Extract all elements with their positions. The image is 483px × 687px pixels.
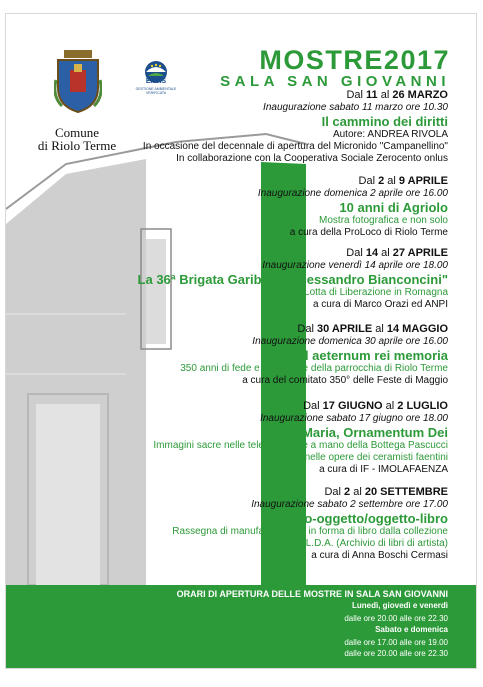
date-part: Dal — [324, 486, 345, 498]
exhibition-2 — [258, 175, 448, 239]
exhibition-subtitle: Mostra fotografica e non solo — [319, 215, 448, 226]
opening-hours-panel — [6, 585, 476, 668]
exhibition-title: Ave Maria, Ornamentum Dei — [275, 425, 448, 440]
date-part: Dal — [297, 323, 317, 335]
exhibition-inauguration: Inaugurazione venerdì 14 aprile ore 18.00 — [262, 260, 448, 271]
emas-sublabel: GESTIONE AMBIENTALE VERIFICATA — [135, 87, 177, 95]
exhibition-subtitle: e nelle opere dei ceramisti faentini — [296, 452, 448, 463]
exhibition-dates — [138, 247, 448, 260]
date-part: 14 — [365, 247, 379, 259]
exhibition-subtitle: Lotta di Liberazione in Romagna — [304, 287, 448, 298]
date-part: 2 LUGLIO — [397, 400, 448, 412]
emas-label: EMAS — [145, 78, 167, 85]
exhibition-info: a cura della ProLoco di Riolo Terme — [289, 227, 448, 238]
exhibition-dates — [180, 323, 448, 336]
exhibition-subtitle: 350 anni di fede e devozione della parrocchia di Riolo Terme — [180, 363, 448, 374]
date-part: Dal — [346, 247, 366, 259]
date-part: 20 SETTEMBRE — [364, 486, 448, 498]
exhibition-title: Ad aeternum rei memoria — [291, 348, 448, 363]
poster-title: MOSTRE2017 — [259, 45, 450, 75]
date-part: 11 — [366, 89, 378, 101]
exhibition-title: Libro-oggetto/oggetto-libro — [279, 511, 448, 526]
exhibition-info: Autore: ANDREA RIVOLA — [332, 129, 448, 140]
exhibition-5 — [153, 400, 448, 476]
date-part: 9 APRILE — [398, 175, 448, 187]
opening-time: dalle ore 17.00 alle ore 19.00 — [344, 638, 448, 647]
poster — [6, 14, 476, 668]
exhibition-6 — [172, 486, 448, 562]
date-part: Dal — [303, 400, 323, 412]
exhibition-dates — [153, 400, 448, 413]
exhibition-subtitle: Immagini sacre nelle tele stampate a mano della Bottega Pascucci — [153, 440, 448, 451]
date-part: 2 — [378, 175, 385, 187]
exhibition-title: Il cammino dei diritti — [321, 114, 448, 129]
exhibition-inauguration: Inaugurazione sabato 11 marzo ore 10.30 — [263, 102, 448, 113]
exhibition-inauguration: Inaugurazione domenica 2 aprile ore 16.00 — [257, 188, 448, 199]
date-part: 14 MAGGIO — [386, 323, 448, 335]
exhibition-info: In occasione del decennale di apertura del Micronido "Campanellino" — [142, 141, 448, 152]
exhibition-info: In collaborazione con la Cooperativa Sociale Zerocento onlus — [176, 153, 448, 164]
opening-days: Sabato e domenica — [375, 625, 448, 634]
exhibition-inauguration: Inaugurazione sabato 2 settembre ore 17.00 — [251, 499, 448, 510]
opening-time: dalle ore 20.00 alle ore 22.30 — [344, 614, 448, 623]
exhibition-dates — [258, 175, 448, 188]
opening-hours-title: ORARI DI APERTURA DELLE MOSTRE IN SALA SAN GIOVANNI — [176, 589, 448, 599]
exhibition-title: La 36ª Brigata Garibaldi "Alessandro Bianconcini" — [137, 272, 448, 287]
exhibition-info: a cura di Anna Boschi Cermasi — [311, 550, 448, 561]
exhibition-3 — [138, 247, 448, 311]
poster-subtitle: SALA SAN GIOVANNI — [220, 73, 450, 90]
exhibition-subtitle: Rassegna di manufatti artistici in forma di libro dalla collezione — [172, 526, 448, 537]
exhibition-info: a cura di IF - IMOLAFAENZA — [319, 464, 448, 475]
exhibition-info: a cura di Marco Orazi ed ANPI — [312, 299, 448, 310]
exhibition-info: a cura del comitato 350° delle Feste di Maggio — [242, 375, 448, 386]
date-part: 30 APRILE — [316, 323, 373, 335]
date-part: Dal — [346, 89, 367, 101]
exhibition-dates — [172, 486, 448, 499]
exhibition-title: 10 anni di Agriolo — [339, 200, 448, 215]
exhibition-dates — [143, 89, 448, 102]
date-part: al — [378, 247, 393, 259]
date-part: 27 APRILE — [392, 247, 448, 259]
exhibition-1 — [143, 89, 448, 165]
opening-time: dalle ore 20.00 alle ore 22.30 — [344, 649, 448, 658]
date-part: Dal — [358, 175, 379, 187]
exhibition-inauguration: Inaugurazione sabato 17 giugno ore 18.00 — [260, 413, 448, 424]
date-part: 17 GIUGNO — [322, 400, 383, 412]
exhibition-4 — [180, 323, 448, 387]
date-part: al — [372, 323, 387, 335]
date-part: al — [384, 175, 399, 187]
coat-of-arms-icon — [54, 50, 102, 114]
date-part: al — [350, 486, 365, 498]
date-part: 26 MARZO — [392, 89, 448, 101]
date-part: al — [382, 400, 398, 412]
comune-name: Comune di Riolo Terme — [37, 125, 117, 153]
door-panel — [36, 404, 100, 585]
opening-days: Lunedì, giovedì e venerdì — [351, 601, 448, 610]
exhibition-subtitle: A.L.D.A. (Archivio di libri di artista) — [296, 538, 448, 549]
date-part: 2 — [344, 486, 351, 498]
exhibition-inauguration: Inaugurazione domenica 30 aprile ore 16.00 — [252, 336, 448, 347]
date-part: al — [377, 89, 393, 101]
